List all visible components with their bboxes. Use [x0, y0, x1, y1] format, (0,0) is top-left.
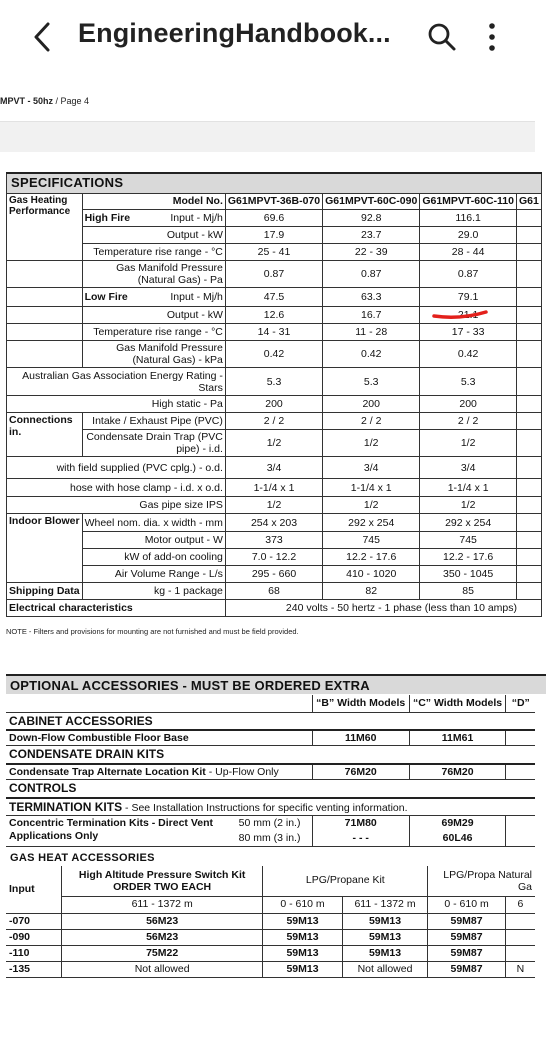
spec-value: 28 - 44 [420, 243, 517, 260]
electrical-value: 240 volts - 50 hertz - 1 phase (less than 10 amps) [225, 600, 541, 617]
spec-value: 16.7 [323, 307, 420, 324]
acc-item-value [506, 764, 535, 780]
controls-title: CONTROLS [6, 780, 535, 798]
gas-value: 56M23 [62, 929, 263, 945]
spec-blank [7, 341, 83, 368]
hf-output-row [7, 226, 542, 243]
spec-value [516, 368, 541, 396]
termination-title-row [6, 798, 535, 816]
gas-value [505, 929, 535, 945]
spec-value: 1/2 [225, 497, 322, 514]
spec-label: Temperature rise range - °C [82, 324, 225, 341]
gas-row-input: -135 [6, 961, 62, 977]
gas-value: 59M13 [342, 913, 428, 929]
conn-hose-row [7, 479, 542, 497]
spec-value: 2 / 2 [420, 413, 517, 430]
spec-value: 1-1/4 x 1 [420, 479, 517, 497]
spec-value: 63.3 [323, 288, 420, 307]
app-title: EngineeringHandbook... [78, 18, 391, 48]
spec-value: 5.3 [420, 368, 517, 396]
conn-field-row [7, 457, 542, 479]
spec-label: Air Volume Range - L/s [82, 566, 225, 583]
acc-item-value [506, 816, 535, 831]
spec-blank [7, 324, 83, 341]
low-fire-label: Low Fire [84, 291, 128, 304]
spec-label: kg - 1 package [82, 583, 225, 600]
spec-value [516, 413, 541, 430]
controls-title-row [6, 780, 535, 798]
spec-value: 1/2 [420, 430, 517, 457]
gas-subheader: 0 - 610 m [263, 896, 342, 913]
spec-blank [7, 288, 83, 307]
spec-value: 292 x 254 [420, 514, 517, 532]
blower-cooling-row [7, 549, 542, 566]
acc-col-header: “D” [506, 695, 535, 712]
model-3: G61MPVT-60C-110 [420, 193, 517, 209]
accessories-header-row [6, 695, 535, 712]
model-1: G61MPVT-36B-070 [225, 193, 322, 209]
gas-value: 59M13 [263, 961, 342, 977]
spec-value: 11 - 28 [323, 324, 420, 341]
spec-value [516, 341, 541, 368]
gas-value: 75M22 [62, 945, 263, 961]
model-label: Model No. [82, 193, 225, 209]
gas-value: Not allowed [62, 961, 263, 977]
acc-col-header: “C” Width Models [409, 695, 506, 712]
spec-value: 69.6 [225, 209, 322, 226]
spec-value: 1-1/4 x 1 [323, 479, 420, 497]
gas-input-label: Input [6, 866, 62, 913]
spec-value: 82 [323, 583, 420, 600]
condensate-title: CONDENSATE DRAIN KITS [6, 746, 535, 764]
spec-value: 410 - 1020 [323, 566, 420, 583]
spec-value: 12.2 - 17.6 [420, 549, 517, 566]
accessories-title: OPTIONAL ACCESSORIES - MUST BE ORDERED EXTRA [6, 674, 546, 694]
spec-value: 12.2 - 17.6 [323, 549, 420, 566]
termination-row-1 [6, 816, 535, 831]
spec-value: 3/4 [420, 457, 517, 479]
lf-input-row [7, 288, 542, 307]
spec-value: 116.1 [420, 209, 517, 226]
spec-blank [7, 260, 83, 287]
spec-label: Gas Manifold Pressure (Natural Gas) - Pa [82, 260, 225, 287]
gas-row [6, 961, 535, 977]
spec-value [516, 226, 541, 243]
gas-value [505, 945, 535, 961]
model-2: G61MPVT-60C-090 [323, 193, 420, 209]
gas-header-row [6, 866, 535, 896]
gas-heating-label: Gas Heating Performance [7, 193, 83, 260]
spec-value: 2 / 2 [323, 413, 420, 430]
electrical-label: Electrical characteristics [7, 600, 226, 617]
termination-size: 50 mm (2 in.) [238, 817, 301, 830]
termination-title: TERMINATION KITS [9, 799, 123, 814]
gas-row-input: -110 [6, 945, 62, 961]
acc-item-value [506, 831, 535, 846]
spec-value: 17 - 33 [420, 324, 517, 341]
spec-label: kW of add-on cooling [82, 549, 225, 566]
chevron-left-icon[interactable] [30, 20, 56, 54]
indoor-blower-label: Indoor Blower [7, 514, 83, 583]
specifications-title-row [7, 173, 542, 193]
spec-value: 292 x 254 [323, 514, 420, 532]
more-vertical-icon[interactable] [480, 22, 504, 52]
spec-label [82, 209, 225, 226]
model-row [7, 193, 542, 209]
acc-col-header: “B” Width Models [312, 695, 409, 712]
spec-value: 23.7 [323, 226, 420, 243]
spec-value [516, 307, 541, 324]
termination-title-cell [6, 798, 535, 816]
conn-intake-row [7, 413, 542, 430]
gas-heat-table [6, 866, 535, 978]
spec-value: 0.87 [225, 260, 322, 287]
spec-label: Gas pipe size IPS [7, 497, 226, 514]
acc-item-value: 11M60 [312, 730, 409, 746]
gas-value: 59M13 [342, 929, 428, 945]
spec-value: 79.1 [420, 288, 517, 307]
spec-value: 5.3 [323, 368, 420, 396]
spec-value: 350 - 1045 [420, 566, 517, 583]
acc-item-value: 60L46 [409, 831, 506, 846]
electrical-row [7, 600, 542, 617]
acc-item-value: 69M29 [409, 816, 506, 831]
acc-item-label [6, 764, 312, 780]
spec-label: Output - kW [82, 226, 225, 243]
cabinet-title: CABINET ACCESSORIES [6, 712, 535, 730]
spec-value [516, 566, 541, 583]
gas-value: 59M13 [342, 945, 428, 961]
acc-item-value: 11M61 [409, 730, 506, 746]
gas-subheader: 611 - 1372 m [342, 896, 428, 913]
spec-value: 1/2 [323, 430, 420, 457]
gas-value: 56M23 [62, 913, 263, 929]
gas-row [6, 913, 535, 929]
spec-value: 0.87 [323, 260, 420, 287]
hf-input-label: Input - Mj/h [170, 211, 223, 224]
spec-value [516, 396, 541, 413]
gas-subheader: 6 [505, 896, 535, 913]
spec-label: Australian Gas Association Energy Rating - Stars [7, 368, 226, 396]
gas-value: N [505, 961, 535, 977]
acc-item-value [506, 730, 535, 746]
condensate-item-name: Condensate Trap Alternate Location Kit [9, 765, 206, 778]
spec-value [516, 243, 541, 260]
spec-blank [7, 307, 83, 324]
gas-subheader: 0 - 610 m [428, 896, 505, 913]
spec-label: Condensate Drain Trap (PVC pipe) - i.d. [82, 430, 225, 457]
spec-label: Temperature rise range - °C [82, 243, 225, 260]
gas-row-input: -070 [6, 913, 62, 929]
high-alt-label: High Altitude Pressure Switch Kit ORDER TWO EACH [62, 866, 263, 896]
page-header-text [0, 96, 89, 106]
gas-row-input: -090 [6, 929, 62, 945]
acc-item-label: Down-Flow Combustible Floor Base [6, 730, 312, 746]
gas-value: 59M87 [428, 929, 505, 945]
gas-value: 59M13 [263, 929, 342, 945]
cabinet-title-row [6, 712, 535, 730]
spec-value: 0.42 [323, 341, 420, 368]
document-viewer[interactable] [0, 76, 539, 1044]
spec-value: 1/2 [225, 430, 322, 457]
page-header [0, 76, 535, 122]
spec-value: 5.3 [225, 368, 322, 396]
spec-value [516, 324, 541, 341]
spec-value: 200 [420, 396, 517, 413]
lpg-label: LPG/Propane Kit [263, 866, 428, 896]
conn-drain-row [7, 430, 542, 457]
spec-value: 7.0 - 12.2 [225, 549, 322, 566]
gas-heat-title: GAS HEAT ACCESSORIES [10, 852, 155, 864]
spec-value: 85 [420, 583, 517, 600]
spec-value: 3/4 [323, 457, 420, 479]
spec-value [516, 209, 541, 226]
gas-value: 59M87 [428, 913, 505, 929]
spec-label: High static - Pa [7, 396, 226, 413]
spec-value: 0.42 [225, 341, 322, 368]
red-underline-annotation [430, 306, 490, 322]
gas-value [505, 913, 535, 929]
spec-label: hose with hose clamp - i.d. x o.d. [7, 479, 226, 497]
shipping-row [7, 583, 542, 600]
spec-value: 2 / 2 [225, 413, 322, 430]
spec-note: NOTE - Filters and provisions for mounting are not furnished and must be field provided. [6, 627, 299, 636]
lf-input-label: Input - Mj/h [170, 291, 223, 304]
blower-air-row [7, 566, 542, 583]
spec-value [516, 532, 541, 549]
spec-value [516, 583, 541, 600]
spec-label: Intake / Exhaust Pipe (PVC) [82, 413, 225, 430]
condensate-title-row [6, 746, 535, 764]
spec-value [516, 430, 541, 457]
termination-item-label: Concentric Termination Kits - Direct Vent Applications Only [6, 816, 236, 846]
spec-value: 29.0 [420, 226, 517, 243]
spec-value: 200 [323, 396, 420, 413]
acc-item-value: 76M20 [312, 764, 409, 780]
spec-value: 17.9 [225, 226, 322, 243]
spec-value: 254 x 203 [225, 514, 322, 532]
spec-label: Gas Manifold Pressure (Natural Gas) - kPa [82, 341, 225, 368]
hf-input-row [7, 209, 542, 226]
gas-value: 59M13 [263, 913, 342, 929]
agaa-row [7, 368, 542, 396]
acc-item-value: - - - [312, 831, 409, 846]
spec-value [516, 479, 541, 497]
blower-motor-row [7, 532, 542, 549]
app-bar [0, 0, 535, 76]
spec-value: 373 [225, 532, 322, 549]
spec-value: 25 - 41 [225, 243, 322, 260]
gas-row [6, 929, 535, 945]
high-fire-label: High Fire [84, 211, 131, 224]
spec-value: 92.8 [323, 209, 420, 226]
conn-gas-row [7, 497, 542, 514]
spec-label: Output - kW [82, 307, 225, 324]
spec-value: 14 - 31 [225, 324, 322, 341]
lf-pressure-row [7, 341, 542, 368]
spec-value: 68 [225, 583, 322, 600]
connections-label: Connections in. [7, 413, 83, 457]
shipping-label: Shipping Data [7, 583, 83, 600]
spec-value: 1-1/4 x 1 [225, 479, 322, 497]
spec-value: 200 [225, 396, 322, 413]
spec-value: 21.1 [420, 307, 517, 324]
page-gap [0, 122, 535, 152]
spec-value [516, 549, 541, 566]
spec-value [516, 260, 541, 287]
gas-subheader: 611 - 1372 m [62, 896, 263, 913]
condensate-item-row [6, 764, 535, 780]
hf-pressure-row [7, 260, 542, 287]
model-4: G61 [516, 193, 541, 209]
spec-label [82, 288, 225, 307]
spec-value: 0.87 [420, 260, 517, 287]
page-header-model: MPVT - 50hz [0, 96, 54, 106]
gas-value: 59M13 [263, 945, 342, 961]
acc-item-value: 76M20 [409, 764, 506, 780]
blower-wheel-row [7, 514, 542, 532]
spec-value: 745 [420, 532, 517, 549]
lpg-nat-label: LPG/Propa Natural Ga [428, 866, 535, 896]
acc-item-value: 71M80 [312, 816, 409, 831]
accessories-table [6, 695, 535, 847]
termination-note: - See Installation Instructions for specific venting information. [125, 801, 408, 814]
cabinet-item-row [6, 730, 535, 746]
spec-value [516, 497, 541, 514]
condensate-item-suffix: - Up-Flow Only [208, 765, 279, 778]
spec-value: 3/4 [225, 457, 322, 479]
spec-label: Motor output - W [82, 532, 225, 549]
spec-value [516, 514, 541, 532]
high-static-row [7, 396, 542, 413]
gas-value: Not allowed [342, 961, 428, 977]
spec-value: 295 - 660 [225, 566, 322, 583]
lf-temp-row [7, 324, 542, 341]
search-icon[interactable] [427, 22, 457, 52]
specifications-table [6, 172, 542, 617]
spec-label: with field supplied (PVC cplg.) - o.d. [7, 457, 226, 479]
gas-value: 59M87 [428, 961, 505, 977]
spec-value: 745 [323, 532, 420, 549]
gas-row [6, 945, 535, 961]
termination-size: 80 mm (3 in.) [236, 831, 313, 846]
spec-value: 22 - 39 [323, 243, 420, 260]
spec-value: 0.42 [420, 341, 517, 368]
spec-value [516, 288, 541, 307]
spec-label: Wheel nom. dia. x width - mm [82, 514, 225, 532]
spec-value: 47.5 [225, 288, 322, 307]
gas-value: 59M87 [428, 945, 505, 961]
hf-temp-row [7, 243, 542, 260]
gas-subheader-row [6, 896, 535, 913]
spec-value: 12.6 [225, 307, 322, 324]
page-header-page: / Page 4 [55, 96, 90, 106]
spec-value [516, 457, 541, 479]
spec-value: 1/2 [420, 497, 517, 514]
specifications-title: SPECIFICATIONS [7, 173, 542, 193]
spec-value: 1/2 [323, 497, 420, 514]
acc-header-blank [6, 695, 312, 712]
